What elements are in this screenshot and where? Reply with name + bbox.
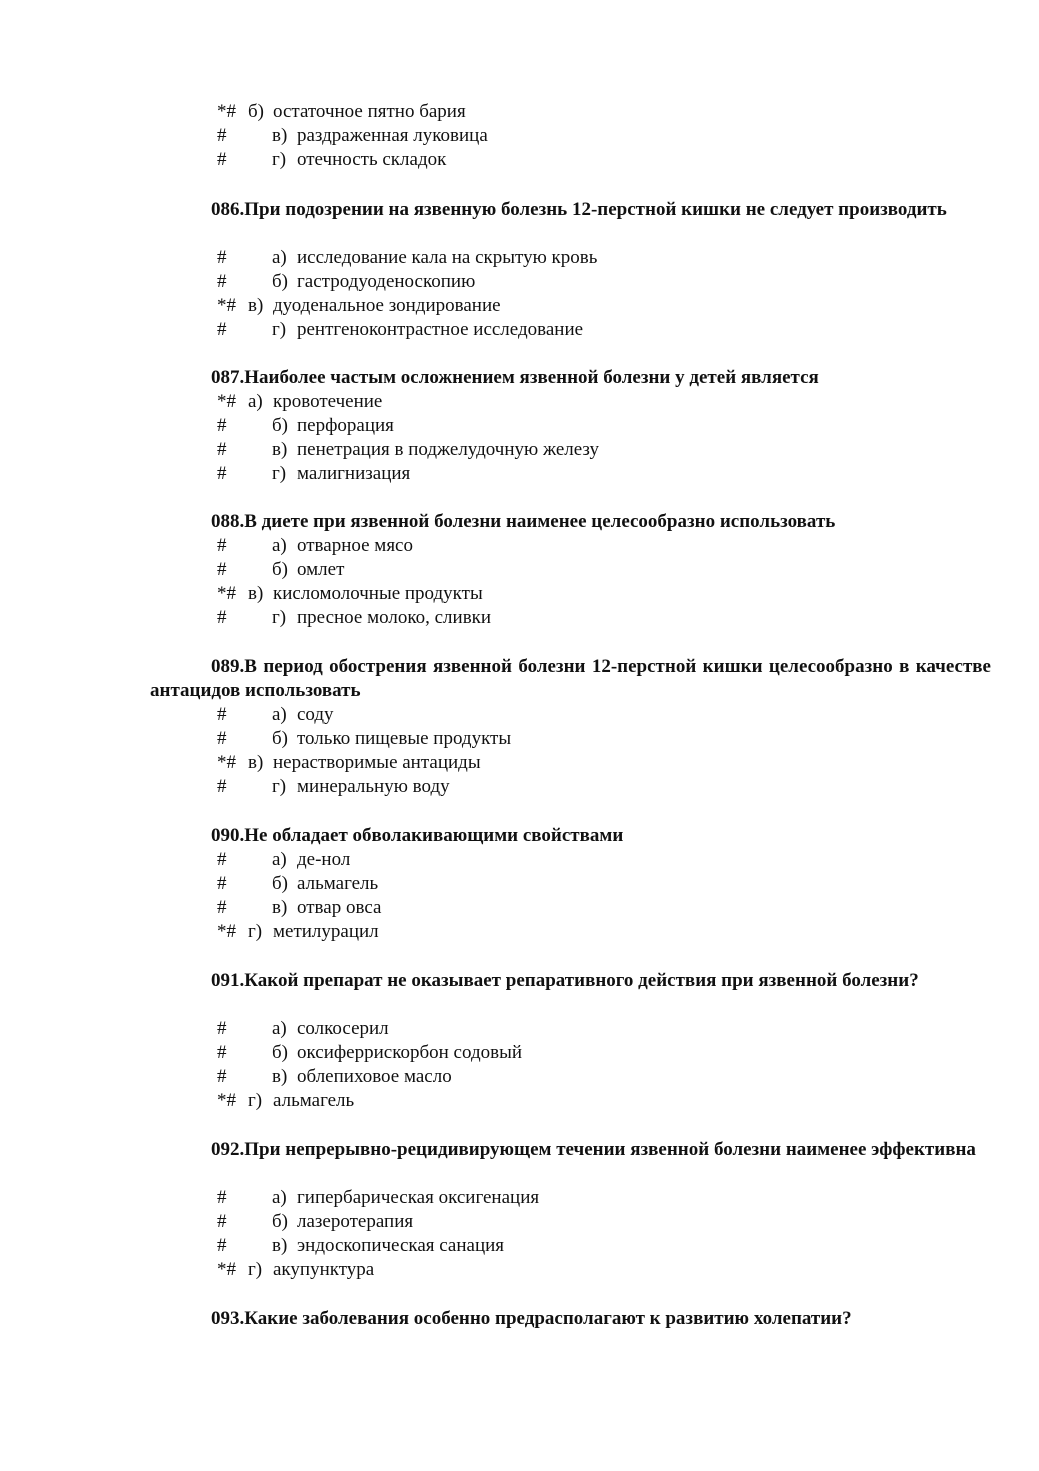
answer-marker: # (217, 728, 227, 749)
previous-question-options (0, 100, 1039, 172)
question-text (150, 1138, 991, 1162)
answer-option-correct (0, 1258, 1039, 1282)
answer-marker: # (217, 607, 227, 628)
question-number: 091. (211, 970, 245, 991)
question-body: Наиболее частым осложнением язвенной болезни у детей является (244, 367, 819, 388)
answer-text: соду (297, 704, 334, 725)
answer-text: де-нол (297, 849, 351, 870)
answer-letter: а) (272, 1187, 287, 1208)
answer-option-correct (0, 1089, 1039, 1113)
answer-letter: а) (272, 849, 287, 870)
answer-letter: в) (272, 1235, 288, 1256)
question-body: Какой препарат не оказывает репаративного действия при язвенной болезни? (244, 970, 919, 991)
answer-marker: # (217, 559, 227, 580)
answer-options (0, 246, 1039, 342)
answer-option (0, 462, 1039, 486)
answer-letter: а) (272, 1018, 287, 1039)
answer-option (0, 246, 1039, 270)
answer-letter: г) (248, 1090, 263, 1111)
answer-option (0, 148, 1039, 172)
question-text (150, 1307, 991, 1331)
answer-marker: *# (217, 583, 236, 604)
answer-marker: *# (217, 921, 236, 942)
answer-marker: # (217, 535, 227, 556)
answer-text: только пищевые продукты (297, 728, 512, 749)
question-number: 086. (211, 199, 245, 220)
answer-option-correct (0, 582, 1039, 606)
answer-text: гастродуоденоскопию (297, 271, 476, 292)
question-number: 090. (211, 825, 245, 846)
answer-letter: в) (248, 583, 264, 604)
answer-letter: б) (272, 873, 288, 894)
answer-text: раздраженная луковица (297, 125, 488, 146)
answer-letter: б) (272, 415, 288, 436)
answer-text: дуоденальное зондирование (273, 295, 501, 316)
answer-marker: *# (217, 391, 236, 412)
answer-marker: # (217, 873, 227, 894)
answer-letter: г) (272, 463, 287, 484)
answer-text: рентгеноконтрастное исследование (297, 319, 584, 340)
answer-options (0, 1017, 1039, 1113)
answer-marker: # (217, 849, 227, 870)
question-body: Какие заболевания особенно предрасполагают к развитию холепатии? (244, 1308, 852, 1329)
answer-marker: *# (217, 1090, 236, 1111)
answer-marker: # (217, 1187, 227, 1208)
answer-letter: в) (248, 752, 264, 773)
answer-marker: *# (217, 295, 236, 316)
answer-letter: г) (248, 1259, 263, 1280)
answer-text: омлет (297, 559, 345, 580)
question-number: 092. (211, 1139, 245, 1160)
question-body: Не обладает обволакивающими свойствами (244, 825, 624, 846)
answer-letter: в) (272, 1066, 288, 1087)
answer-marker: # (217, 439, 227, 460)
answer-marker: # (217, 704, 227, 725)
answer-option (0, 1017, 1039, 1041)
answer-text: пресное молоко, сливки (297, 607, 492, 628)
answer-text: метилурацил (273, 921, 379, 942)
answer-option-correct (0, 294, 1039, 318)
answer-options (0, 848, 1039, 944)
question-text (150, 969, 991, 993)
answer-option-correct (0, 751, 1039, 775)
answer-option-correct (0, 100, 1039, 124)
question-text (150, 824, 991, 848)
answer-letter: б) (272, 271, 288, 292)
answer-letter: б) (272, 1042, 288, 1063)
answer-option (0, 727, 1039, 751)
answer-marker: # (217, 1042, 227, 1063)
answer-text: лазеротерапия (297, 1211, 414, 1232)
answer-marker: # (217, 271, 227, 292)
answer-letter: б) (272, 1211, 288, 1232)
answer-option (0, 270, 1039, 294)
answer-letter: б) (248, 101, 264, 122)
question-number: 088. (211, 511, 245, 532)
question-number: 093. (211, 1308, 245, 1329)
answer-text: отварное мясо (297, 535, 413, 556)
answer-text: нерастворимые антациды (273, 752, 481, 773)
answer-options (0, 390, 1039, 486)
question-body: При подозрении на язвенную болезнь 12-перстной кишки не следует производить (244, 199, 947, 220)
answer-text: облепиховое масло (297, 1066, 452, 1087)
answer-options (0, 703, 1039, 799)
answer-letter: в) (272, 439, 288, 460)
answer-option (0, 1065, 1039, 1089)
answer-text: минеральную воду (297, 776, 450, 797)
answer-letter: а) (272, 704, 287, 725)
answer-letter: г) (248, 921, 263, 942)
question-text (150, 198, 991, 222)
answer-marker: *# (217, 101, 236, 122)
answer-marker: # (217, 897, 227, 918)
answer-text: солкосерил (297, 1018, 389, 1039)
question-text (150, 510, 991, 534)
answer-marker: # (217, 463, 227, 484)
answer-option (0, 703, 1039, 727)
answer-letter: г) (272, 607, 287, 628)
answer-marker: # (217, 776, 227, 797)
answer-text: малигнизация (297, 463, 411, 484)
answer-marker: # (217, 247, 227, 268)
answer-option-correct (0, 390, 1039, 414)
answer-option (0, 558, 1039, 582)
answer-text: эндоскопическая санация (297, 1235, 505, 1256)
answer-text: кисломолочные продукты (273, 583, 483, 604)
answer-marker: *# (217, 752, 236, 773)
question-number: 087. (211, 367, 245, 388)
answer-text: кровотечение (273, 391, 383, 412)
answer-marker: # (217, 125, 227, 146)
answer-text: исследование кала на скрытую кровь (297, 247, 598, 268)
answer-marker: # (217, 415, 227, 436)
answer-text: оксиферрискорбон содовый (297, 1042, 523, 1063)
answer-letter: в) (272, 125, 288, 146)
question-body: При непрерывно-рецидивирующем течении язвенной болезни наименее эффективна (244, 1139, 976, 1160)
answer-text: остаточное пятно бария (273, 101, 466, 122)
answer-text: акупунктура (273, 1259, 375, 1280)
answer-marker: # (217, 1066, 227, 1087)
answer-text: перфорация (297, 415, 394, 436)
answer-options (0, 534, 1039, 630)
answer-letter: а) (272, 247, 287, 268)
question-text (150, 366, 991, 390)
answer-option (0, 872, 1039, 896)
answer-text: гипербарическая оксигенация (297, 1187, 540, 1208)
answer-letter: а) (248, 391, 263, 412)
answer-option (0, 775, 1039, 799)
answer-option (0, 1041, 1039, 1065)
answer-marker: # (217, 149, 227, 170)
answer-option (0, 896, 1039, 920)
answer-text: альмагель (297, 873, 379, 894)
answer-letter: в) (248, 295, 264, 316)
answer-letter: в) (272, 897, 288, 918)
answer-letter: б) (272, 728, 288, 749)
answer-option (0, 1186, 1039, 1210)
answer-text: альмагель (273, 1090, 355, 1111)
answer-option (0, 534, 1039, 558)
answer-option (0, 414, 1039, 438)
answer-marker: # (217, 1211, 227, 1232)
answer-letter: г) (272, 149, 287, 170)
answer-text: пенетрация в поджелудочную железу (297, 439, 600, 460)
answer-option (0, 318, 1039, 342)
answer-marker: # (217, 1018, 227, 1039)
answer-option (0, 1210, 1039, 1234)
answer-letter: г) (272, 776, 287, 797)
answer-option (0, 606, 1039, 630)
answer-text: отечность складок (297, 149, 447, 170)
answer-option (0, 438, 1039, 462)
answer-option-correct (0, 920, 1039, 944)
answer-option (0, 848, 1039, 872)
question-number: 089. (211, 656, 245, 677)
answer-marker: # (217, 1235, 227, 1256)
answer-text: отвар овса (297, 897, 382, 918)
answer-letter: а) (272, 535, 287, 556)
answer-letter: б) (272, 559, 288, 580)
answer-option (0, 124, 1039, 148)
question-text (150, 655, 991, 703)
answer-options (0, 1186, 1039, 1282)
answer-marker: *# (217, 1259, 236, 1280)
answer-letter: г) (272, 319, 287, 340)
answer-option (0, 1234, 1039, 1258)
question-body: В период обострения язвенной болезни 12-перстной кишки целесообразно в качестве антацидов использовать (150, 656, 991, 701)
answer-marker: # (217, 319, 227, 340)
question-body: В диете при язвенной болезни наименее целесообразно использовать (244, 511, 836, 532)
